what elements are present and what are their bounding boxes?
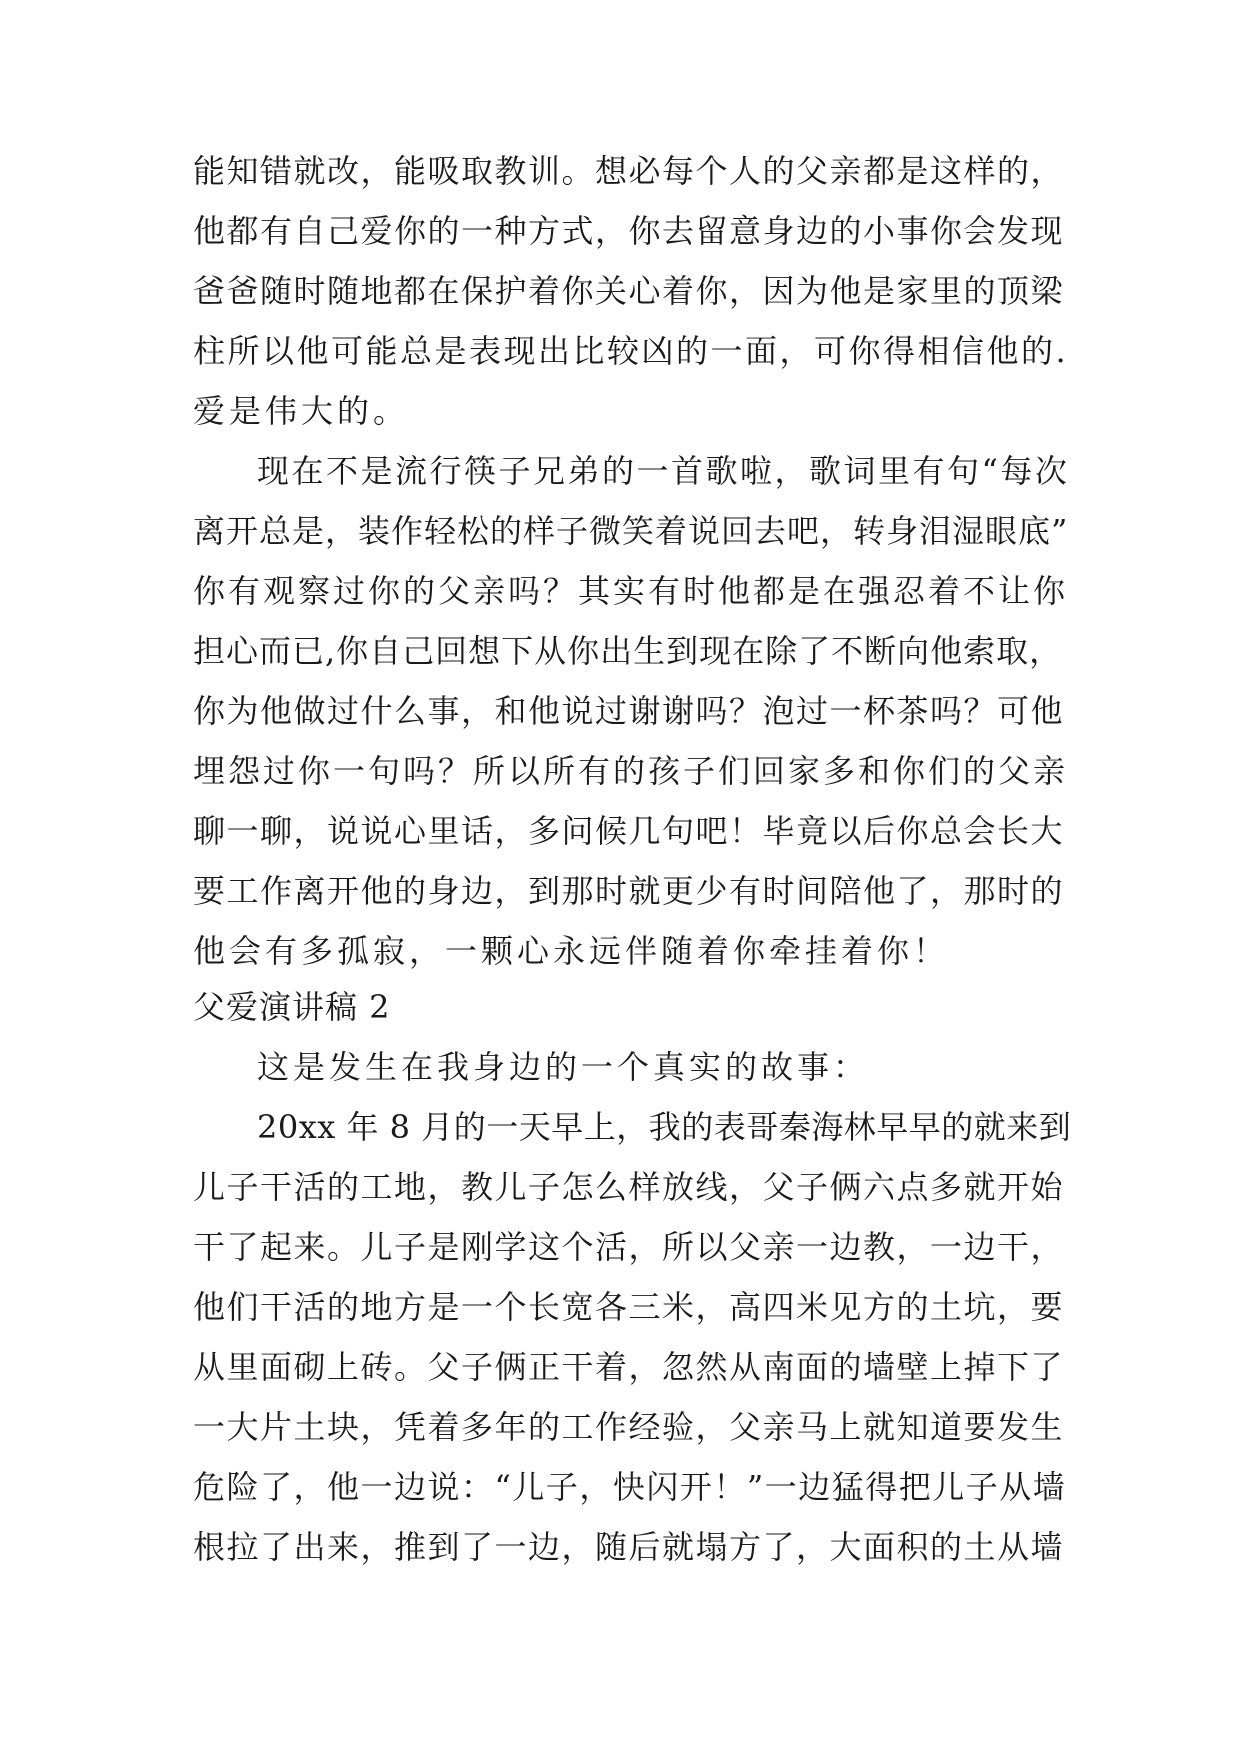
text-line: 埋怨过你一句吗？所以所有的孩子们回家多和你们的父亲: [193, 752, 1069, 790]
text-line: 离开总是，装作轻松的样子微笑着说回去吧，转身泪湿眼底”: [193, 512, 1069, 550]
paragraph-start-line: 这是发生在我身边的一个真实的故事：: [257, 1048, 870, 1086]
text-line: 能知错就改，能吸取教训。想必每个人的父亲都是这样的，: [193, 152, 1065, 190]
text-line: 危险了，他一边说：“儿子，快闪开！”一边猛得把儿子从墙: [193, 1468, 1067, 1506]
paragraph-start-line: 20xx 年 8 月的一天早上，我的表哥秦海林早早的就来到: [257, 1108, 1072, 1146]
text-line: 你有观察过你的父亲吗？其实有时他都是在强忍着不让你: [193, 572, 1069, 610]
text-line: 要工作离开他的身边，到那时就更少有时间陪他了，那时的: [193, 872, 1065, 910]
text-line: 从里面砌上砖。父子俩正干着，忽然从南面的墙壁上掉下了: [193, 1348, 1065, 1386]
text-line: 一大片土块，凭着多年的工作经验，父亲马上就知道要发生: [193, 1408, 1065, 1446]
text-line: 你为他做过什么事，和他说过谢谢吗？泡过一杯茶吗？可他: [193, 692, 1065, 730]
text-line: 爸爸随时随地都在保护着你关心着你，因为他是家里的顶梁: [193, 272, 1065, 310]
text-line: 根拉了出来，推到了一边，随后就塌方了，大面积的土从墙: [193, 1528, 1065, 1566]
text-line: 他们干活的地方是一个长宽各三米，高四米见方的土坑，要: [193, 1288, 1065, 1326]
text-line: 他会有多孤寂，一颗心永远伴随着你牵挂着你！: [193, 932, 950, 970]
text-line: 担心而已,你自己回想下从你出生到现在除了不断向他索取，: [193, 632, 1063, 670]
text-line: 聊一聊，说说心里话，多问候几句吧！毕竟以后你总会长大: [193, 812, 1065, 850]
text-line: 他都有自己爱你的一种方式，你去留意身边的小事你会发现: [193, 212, 1065, 250]
text-line: 儿子干活的工地，教儿子怎么样放线，父子俩六点多就开始: [193, 1168, 1065, 1206]
text-line: 干了起来。儿子是刚学这个活，所以父亲一边教，一边干，: [193, 1228, 1065, 1266]
section-heading: 父爱演讲稿 2: [193, 988, 391, 1026]
paragraph-start-line: 现在不是流行筷子兄弟的一首歌啦，歌词里有句“每次: [257, 452, 1070, 490]
text-line: 爱是伟大的。: [193, 392, 410, 430]
text-line: 柱所以他可能总是表现出比较凶的一面，可你得相信他的.: [193, 332, 1069, 370]
